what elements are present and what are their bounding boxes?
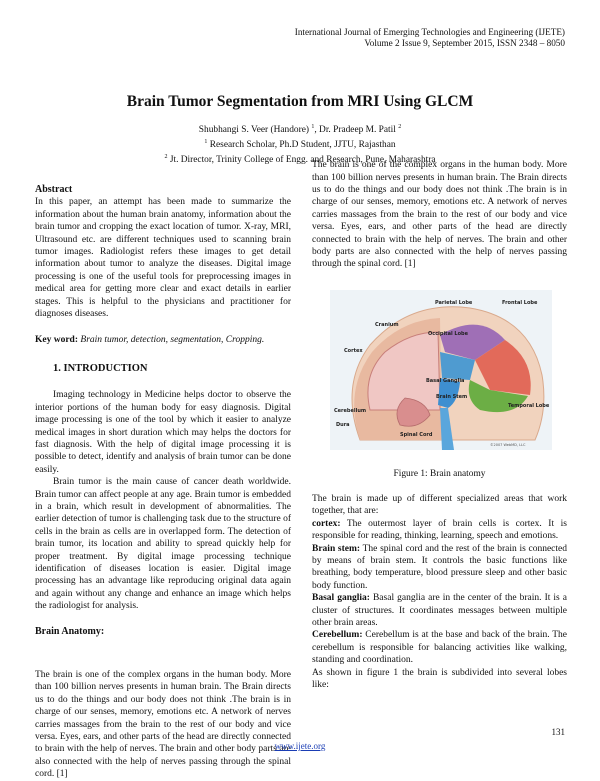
- figure-caption: Figure 1: Brain anatomy: [393, 469, 486, 479]
- label-spinal: Spinal Cord: [400, 432, 433, 438]
- basal-ganglia-definition: Basal ganglia: Basal ganglia are in the center of the brain. It is a cluster of structures. It coordinates messages between multiple other brain areas.: [312, 593, 567, 629]
- label-basal: Basal Ganglia: [426, 378, 465, 384]
- left-column: [35, 184, 291, 638]
- journal-header: [295, 27, 565, 49]
- journal-issue: Volume 2 Issue 9, September 2015, ISSN 2348 – 8050: [364, 38, 565, 48]
- abstract-text: In this paper, an attempt has been made to summarize the information about the human brain anatomy, information about the brain tumor and cropping the exact location of tumor. X-ray, MRI, Ultrasound etc. are different techniques used to scanning brain tumor images. Radiologist refers these images to get detail information about tumor to analyze the diseases. Digital image processing is one of the useful tools for preprocessing images in medical area for getting more clear and exact details in earlier stages. This is helpful to the physicians and practitioner for diagnoses diseases.: [35, 197, 291, 320]
- right-column: [312, 493, 567, 692]
- author-names: Shubhangi S. Veer (Handore) $^1$, Dr. Pradeep M. Patil $^2$: [198, 124, 402, 136]
- cortex-definition: cortex: The outermost layer of brain cells is cortex. It is responsible for reading, thinking, learning, speech and emotions.: [312, 518, 567, 542]
- abstract-heading: Abstract: [35, 184, 73, 195]
- brain-anatomy-figure: [330, 290, 552, 450]
- keywords: Key word: Brain tumor, detection, segmentation, Cropping.: [35, 335, 265, 346]
- label-cranium: Cranium: [375, 322, 399, 328]
- label-parietal: Parietal Lobe: [435, 300, 473, 306]
- cerebellum-definition: Cerebellum: Cerebellum is at the base and back of the brain. The cerebellum is responsible for balancing activities like walking, standing and coordination.: [312, 630, 567, 666]
- journal-name: International Journal of Emerging Technologies and Engineering (IJETE): [294, 27, 565, 37]
- page-number: 131: [551, 727, 565, 737]
- anatomy-heading: Brain Anatomy:: [35, 625, 105, 637]
- figure-credit: ©2007 WebMD, LLC: [490, 443, 526, 447]
- label-stem: Brain Stem: [436, 394, 468, 400]
- footer-link[interactable]: www.ijete.org: [274, 741, 326, 751]
- intro-paragraph-2: Brain tumor is the main cause of cancer death worldwide. Brain tumor can affect people at any age. Brain tumor is embedded in a brain, which result in development of abnormalities. The earlier detection of tumor is challenging task due to the structure of cells in the brain as cells are in overlapped form. The detection of brain tumor, its location and ability to spread quickly help for proper treatment. By digital image processing technique identification of diseases location is easier. Digital image processing has an advantage like reproducing original data again and again without any change and enhance an image which helps the radiologist for analysis.: [35, 477, 291, 612]
- lobes-intro: As shown in figure 1 the brain is subdivided into several lobes like:: [312, 667, 567, 691]
- intro-paragraph-1: Imaging technology in Medicine helps doctor to observe the interior portions of the human body for easy diagnosis. Digital image processing is one of the tool by which it easier to analyze medical images in short duration which may helps the doctors for fast diagnosis. With the help of digital image processing it is possible to detect, identify and analysis of brain tumor can be done easily.: [35, 390, 291, 475]
- label-cerebellum: Cerebellum: [334, 408, 367, 414]
- areas-intro: The brain is made up of different specialized areas that work together, that are:: [312, 494, 567, 517]
- label-frontal: Frontal Lobe: [502, 300, 538, 306]
- label-occipital: Occipital Lobe: [428, 331, 468, 337]
- label-cortex: Cortex: [344, 348, 363, 354]
- intro-heading: 1. INTRODUCTION: [53, 362, 148, 374]
- anatomy-paragraph-start: The brain is one of the complex organs in the human body. More than 100 billion nerves presents in human brain. The Brain directs us to do the things and our body does not think .The brain is in charge of our senses, memory, emotions etc. A network of nerves carries massages from the brain to the rest of our body and vice versa. Eyes, ears, and other parts of the head are directly connected to brain with the help of nerves. The brain and other body parts are also connected with the help of nerves passing through the spinal cord. [1]: [35, 670, 291, 780]
- affiliation-1: $^1$ Research Scholar, Ph.D Student, JJTU, Rajasthan: [204, 139, 396, 151]
- anatomy-paragraph-continued: The brain is one of the complex organs in the human body. More than 100 billion nerves presents in human brain. The Brain directs us to do the things and our body does not think .The brain is in charge of our senses, memory, emotions etc. A network of nerves carries massages from the brain to the rest of our body and vice versa. Eyes, ears, and other parts of the head are directly connected to brain with the help of nerves. The brain and other body parts are also connected with the help of nerves passing through the spinal cord. [1]: [312, 160, 567, 270]
- label-dura: Dura: [336, 422, 350, 428]
- label-temporal: Temporal Lobe: [508, 403, 550, 409]
- brain-stem-definition: Brain stem: The spinal cord and the rest of the brain is connected by means of brain stem. It controls the basic functions like breathing, body temperature, blood pressure sleep and other basic body function.: [312, 543, 567, 591]
- affiliation-2: $^2$ Jt. Director, Trinity College of Engg. and Research, Pune, Maharashtra: [164, 154, 436, 166]
- paper-title: Brain Tumor Segmentation from MRI Using GLCM: [126, 93, 474, 110]
